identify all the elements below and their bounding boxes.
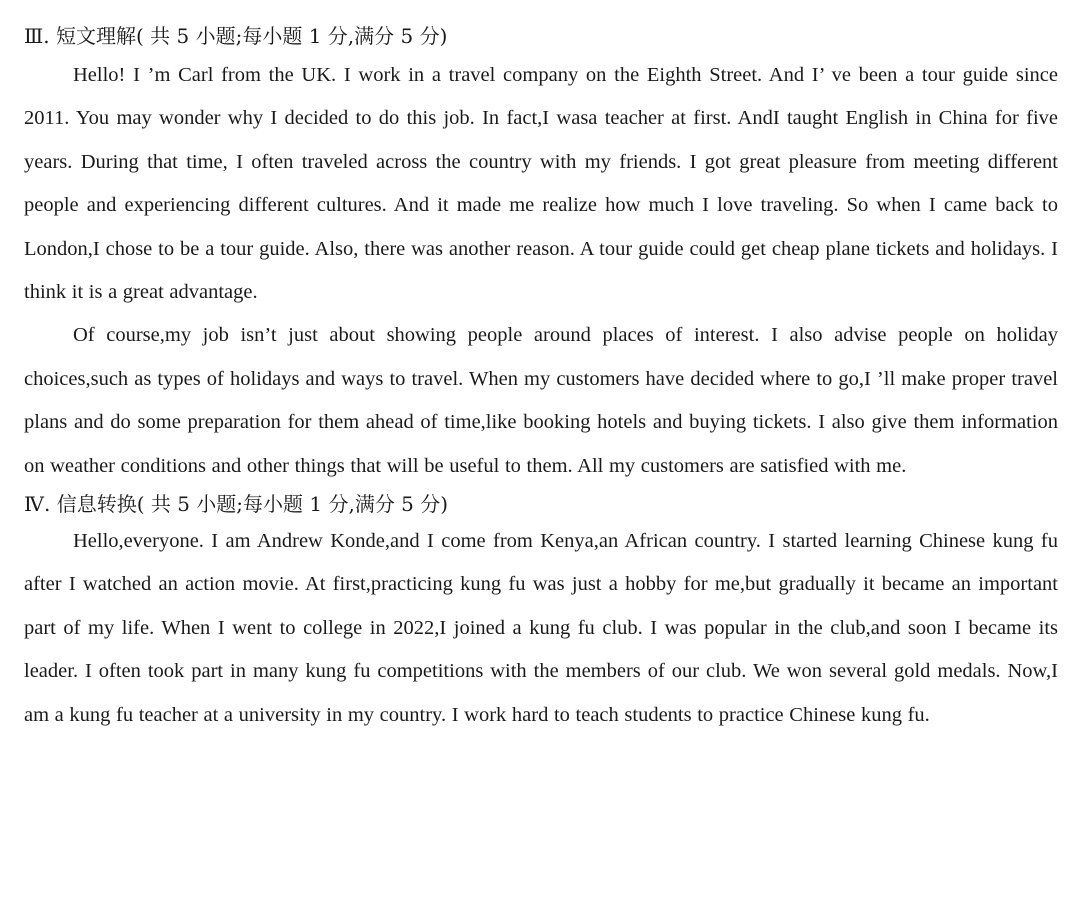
- section-4-paragraph-1: Hello,everyone. I am Andrew Konde,and I come from Kenya,an African country. I started learning Chinese kung fu after I watched an action movie. At first,practicing kung fu was just a hobby for me,but gradually it became an important part of my life. When I went to college in 2022,I joined a kung fu club. I was popular in the club,and soon I became its leader. I often took part in many kung fu competitions with the members of our club. We won several gold medals. Now,I am a kung fu teacher at a university in my country. I work hard to teach students to practice Chinese kung fu.: [24, 530, 1058, 726]
- section-3-paragraph-2: Of course,my job isn’t just about showing people around places of interest. I also advise people on holiday choices,such as types of holidays and ways to travel. When my customers have decided where to go,I ’ll make proper travel plans and do some preparation for them ahead of time,like booking hotels and buying tickets. I also give them information on weather conditions and other things that will be useful to them. All my customers are satisfied with me.: [24, 324, 1058, 477]
- section-3-paragraph-1: Hello! I ’m Carl from the UK. I work in a travel company on the Eighth Street. And I’ ve been a tour guide since 2011. You may wonder why I decided to do this job. In fact,I wasa teacher at first. AndI taught English in China for five years. During that time, I often traveled across the country with my friends. I got great pleasure from meeting different people and experiencing different cultures. And it made me realize how much I love traveling. So when I came back to London,I chose to be a tour guide. Also, there was another reason. A tour guide could get cheap plane tickets and holidays. I think it is a great advantage.: [24, 64, 1058, 304]
- section-4-information-transfer: [24, 488, 1058, 737]
- document-page: [24, 20, 1058, 737]
- section-4-heading: Ⅳ. 信息转换( 共 5 小题;每小题 1 分,满分 5 分): [24, 492, 449, 517]
- section-3-heading: Ⅲ. 短文理解( 共 5 小题;每小题 1 分,满分 5 分): [24, 24, 448, 48]
- section-3-reading-comprehension: [24, 20, 1058, 488]
